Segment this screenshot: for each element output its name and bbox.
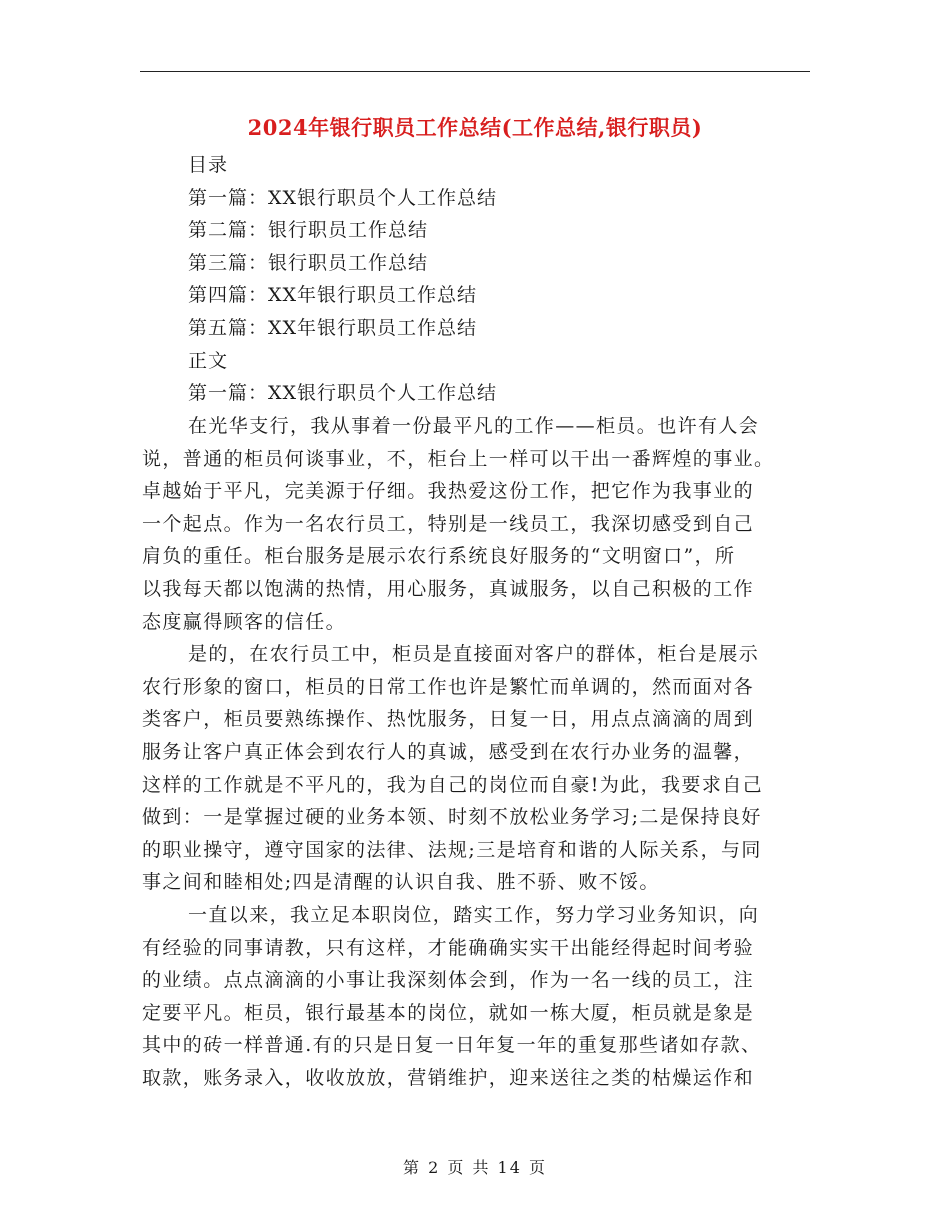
text-line: 服务让客户真正体会到农行人的真诚，感受到在农行办业务的温馨，: [142, 740, 755, 763]
text-line: 取款，账务录入，收收放放，营销维护，迎来送往之类的枯燥运作和: [142, 1066, 755, 1089]
text-line: 定要平凡。柜员，银行最基本的岗位，就如一栋大厦，柜员就是象是: [142, 1001, 755, 1024]
text-line: 的职业操守，遵守国家的法律、法规;三是培育和谐的人际关系，与同: [142, 838, 762, 861]
toc-item: 第四篇：XX年银行职员工作总结: [188, 284, 478, 307]
header-rule: [140, 71, 810, 72]
toc-item: 第二篇：银行职员工作总结: [188, 219, 429, 242]
toc-item: 第一篇：XX银行职员个人工作总结: [188, 186, 498, 209]
text-line: 说，普通的柜员何谈事业，不，柜台上一样可以干出一番辉煌的事业。: [142, 447, 775, 470]
text-line: 在光华支行，我从事着一份最平凡的工作——柜员。也许有人会: [188, 415, 760, 437]
text-line: 肩负的重任。柜台服务是展示农行系统良好服务的“文明窗口”，所: [142, 545, 736, 568]
text-line: 这样的工作就是不平凡的，我为自己的岗位而自豪!为此，我要求自己: [142, 773, 764, 796]
text-line: 一直以来，我立足本职岗位，踏实工作，努力学习业务知识，向: [188, 903, 760, 926]
document-body: [142, 410, 798, 1094]
text-line: 事之间和睦相处;四是清醒的认识自我、胜不骄、败不馁。: [142, 871, 660, 894]
text-line: 的业绩。点点滴滴的小事让我深刻体会到，作为一名一线的员工，注: [142, 969, 755, 992]
text-line: 类客户，柜员要熟练操作、热忱服务，日复一日，用点点滴滴的周到: [142, 708, 755, 731]
toc-item: 第三篇：银行职员工作总结: [188, 251, 429, 274]
text-line: 以我每天都以饱满的热情，用心服务，真诚服务，以自己积极的工作: [142, 577, 755, 600]
page-number: 第 2 页 共 14 页: [403, 1158, 547, 1177]
text-line: 态度赢得顾客的信任。: [142, 610, 347, 633]
document-title: 2024年银行职员工作总结(工作总结,银行职员): [247, 115, 703, 140]
text-line: 一个起点。作为一名农行员工，特别是一线员工，我深切感受到自己: [142, 512, 755, 535]
section-heading: 第一篇：XX银行职员个人工作总结: [188, 382, 498, 405]
table-of-contents: [188, 149, 497, 410]
text-line: 有经验的同事请教，只有这样，才能确确实实干出能经得起时间考验: [142, 936, 755, 959]
text-line: 卓越始于平凡，完美源于仔细。我热爱这份工作，把它作为我事业的: [142, 480, 755, 503]
text-line: 是的，在农行员工中，柜员是直接面对客户的群体，柜台是展示: [188, 643, 760, 666]
toc-item: 第五篇：XX年银行职员工作总结: [188, 316, 478, 339]
toc-heading: 目录: [188, 154, 229, 176]
text-line: 其中的砖一样普通.有的只是日复一日年复一年的重复那些诸如存款、: [142, 1034, 762, 1057]
body-heading: 正文: [188, 349, 229, 372]
text-line: 农行形象的窗口，柜员的日常工作也许是繁忙而单调的，然而面对各: [142, 675, 755, 698]
text-line: 做到：一是掌握过硬的业务本领、时刻不放松业务学习;二是保持良好: [142, 806, 762, 829]
